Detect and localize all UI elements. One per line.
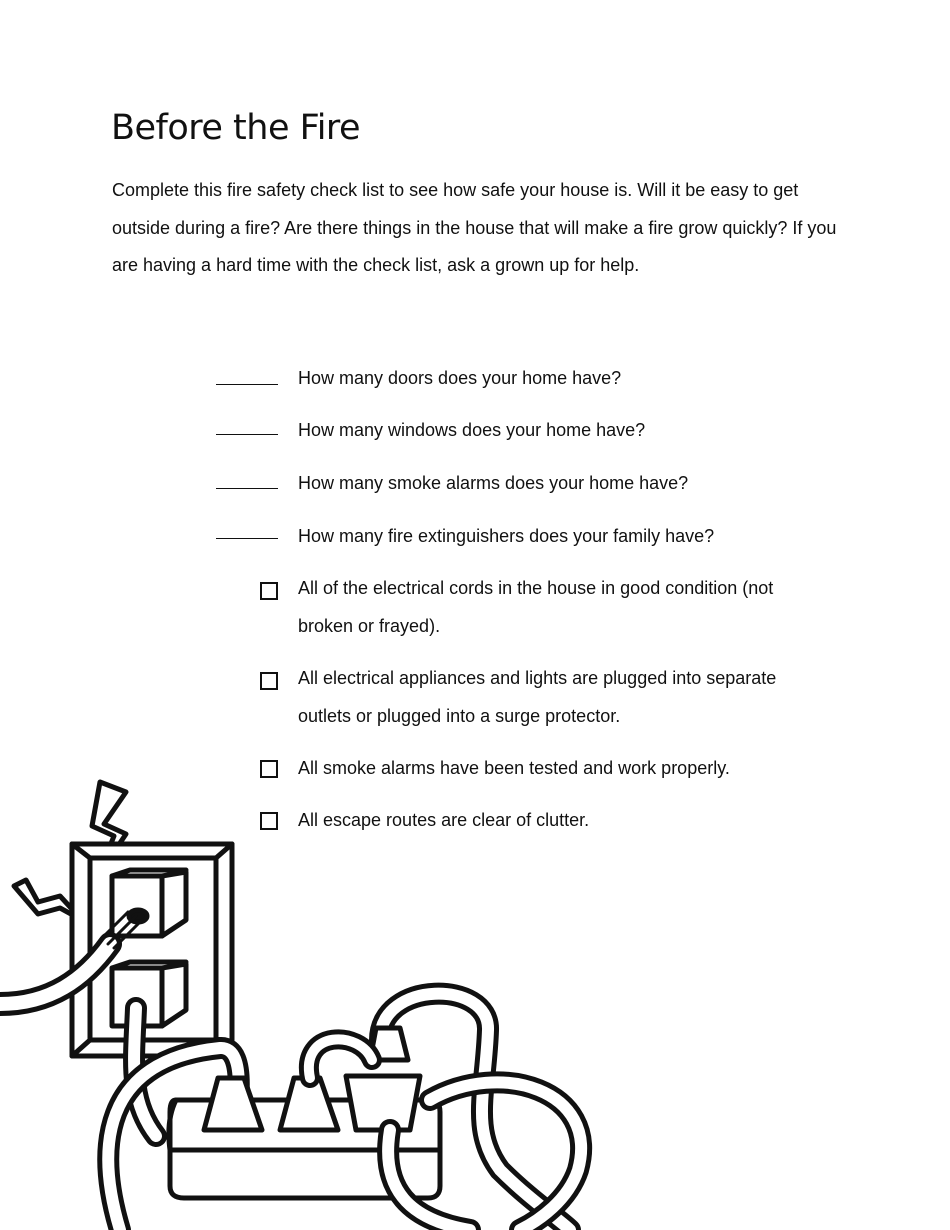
count-question-extinguishers [0,518,950,558]
answer-blank[interactable] [216,488,278,489]
check-item-text: All smoke alarms have been tested and work properly. [298,758,730,778]
question-text: How many windows does your home have? [298,420,646,440]
count-question-smoke-alarms [0,465,950,505]
question-text: How many smoke alarms does your home have? [298,473,689,493]
check-item-outlets [0,660,950,740]
check-item-text: All of the electrical cords in the house in good condition (not broken or frayed). [298,578,774,636]
check-item-cords [0,570,950,650]
checkbox[interactable] [260,582,278,600]
check-item-text: All escape routes are clear of clutter. [298,810,590,830]
answer-blank[interactable] [216,384,278,385]
checkbox[interactable] [260,672,278,690]
count-question-doors [0,360,950,400]
check-item-text: All electrical appliances and lights are plugged into separate outlets or plugged into a surge protector. [298,668,777,726]
answer-blank[interactable] [216,434,278,435]
page-title: Before the Fire [111,108,361,148]
intro-paragraph: Complete this fire safety check list to see how safe your house is. Will it be easy to get outside during a fire? Are there things in the house that will make a fire grow quickly? If you are having a hard time with the check list, ask a grown up for help. [112,180,837,275]
count-question-windows [0,412,950,452]
overloaded-outlet-illustration [0,760,620,1230]
answer-blank[interactable] [216,538,278,539]
question-text: How many fire extinguishers does your family have? [298,526,715,546]
question-text: How many doors does your home have? [298,368,622,388]
